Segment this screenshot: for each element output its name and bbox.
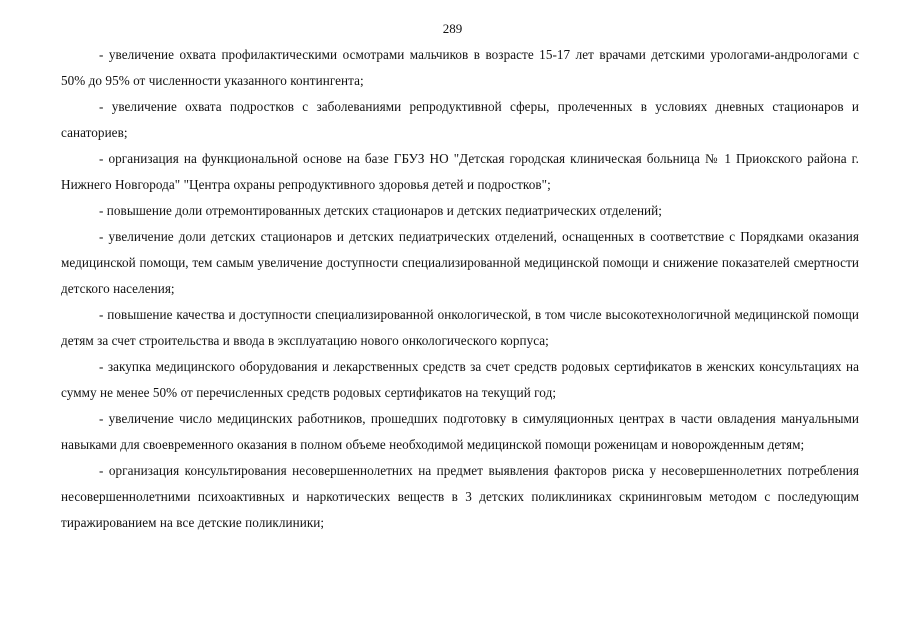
- list-item: - увеличение число медицинских работников, прошедших подготовку в симуляционных центрах в части овладения мануальными навыками для своевременного оказания в полном объеме необходимой медицинской помощи роженицам и новорожденным детям;: [61, 411, 859, 452]
- list-item: - увеличение доли детских стационаров и детских педиатрических отделений, оснащенных в соответствие с Порядками оказания медицинской помощи, тем самым увеличение доступности специализированной медицинской помощи и снижение показателей смертности детского населения;: [61, 229, 859, 296]
- list-item: - повышение доли отремонтированных детских стационаров и детских педиатрических отделений;: [99, 203, 662, 218]
- page-number: 289: [442, 21, 463, 36]
- list-item: - закупка медицинского оборудования и лекарственных средств за счет средств родовых сертификатов в женских консультациях на сумму не менее 50% от перечисленных средств родовых сертификатов на текущий год;: [61, 359, 859, 400]
- list-item: - повышение качества и доступности специализированной онкологической, в том числе высокотехнологичной медицинской помощи детям за счет строительства и ввода в эксплуатацию нового онкологического корпуса;: [61, 307, 859, 348]
- list-item: - организация на функциональной основе на базе ГБУЗ НО "Детская городская клиническая больница № 1 Приокского района г. Нижнего Новгорода" "Центра охраны репродуктивного здоровья детей и подростков";: [61, 151, 859, 192]
- list-item: - увеличение охвата профилактическими осмотрами мальчиков в возрасте 15-17 лет врачами детскими урологами-андрологами с 50% до 95% от численности указанного контингента;: [61, 47, 859, 88]
- list-item: - увеличение охвата подростков с заболеваниями репродуктивной сферы, пролеченных в условиях дневных стационаров и санаториев;: [61, 99, 859, 140]
- document-body: [61, 42, 859, 536]
- list-item: - организация консультирования несовершеннолетних на предмет выявления факторов риска у несовершеннолетних потребления несовершеннолетними психоактивных и наркотических веществ в 3 детских поликлиниках скрининговым методом с последующим тиражированием на все детские поликлиники;: [61, 463, 859, 530]
